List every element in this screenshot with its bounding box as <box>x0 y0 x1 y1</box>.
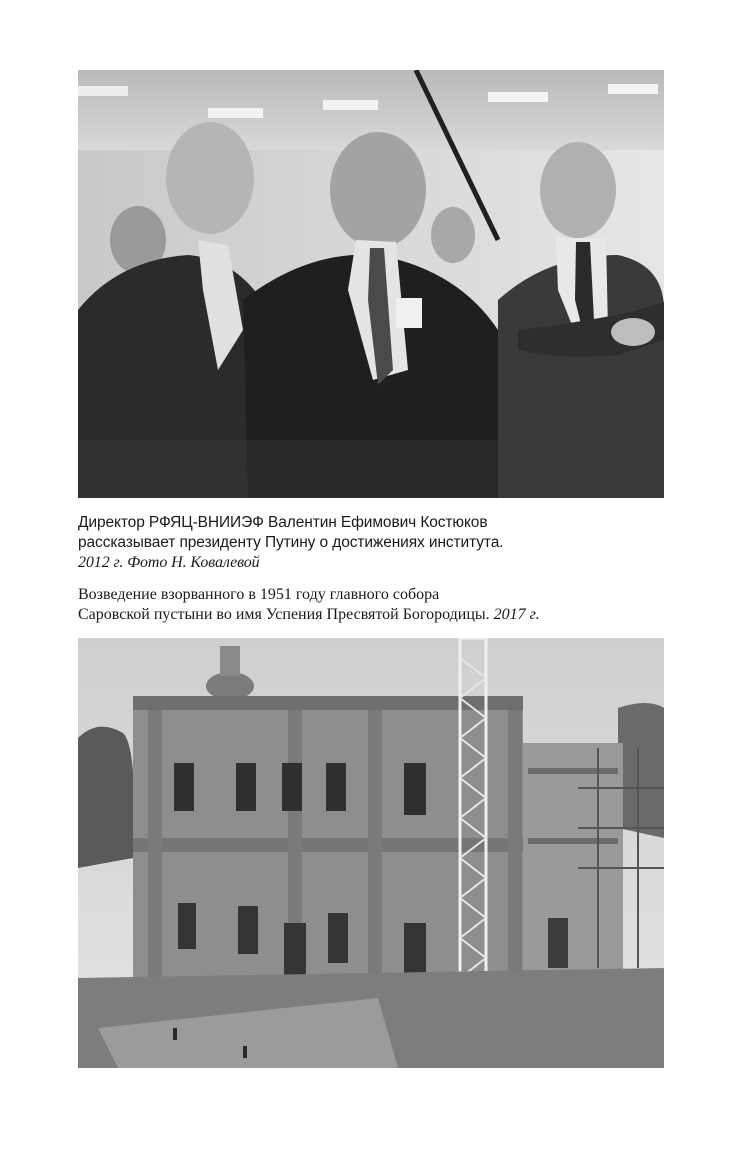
caption-2-line-2-text: Саровской пустыни во имя Успения Пресвятой Богородицы. <box>78 606 494 623</box>
photo-caption-2 <box>78 585 678 625</box>
caption-2-line-2 <box>78 605 678 625</box>
caption-1-line-1: Директор РФЯЦ-ВНИИЭФ Валентин Ефимович Костюков <box>78 514 488 531</box>
photo-caption-1 <box>78 513 678 573</box>
cathedral-construction-photo <box>78 638 664 1068</box>
caption-2-year: 2017 г. <box>493 606 540 623</box>
caption-2-line-1: Возведение взорванного в 1951 году главного собора <box>78 586 440 603</box>
cathedral-construction-image <box>78 638 664 1068</box>
meeting-photo-image <box>78 70 664 498</box>
caption-1-credit: 2012 г. Фото Н. Ковалевой <box>78 554 260 571</box>
caption-1-line-2: рассказывает президенту Путину о достижениях института. <box>78 534 504 551</box>
meeting-photo <box>78 70 664 498</box>
